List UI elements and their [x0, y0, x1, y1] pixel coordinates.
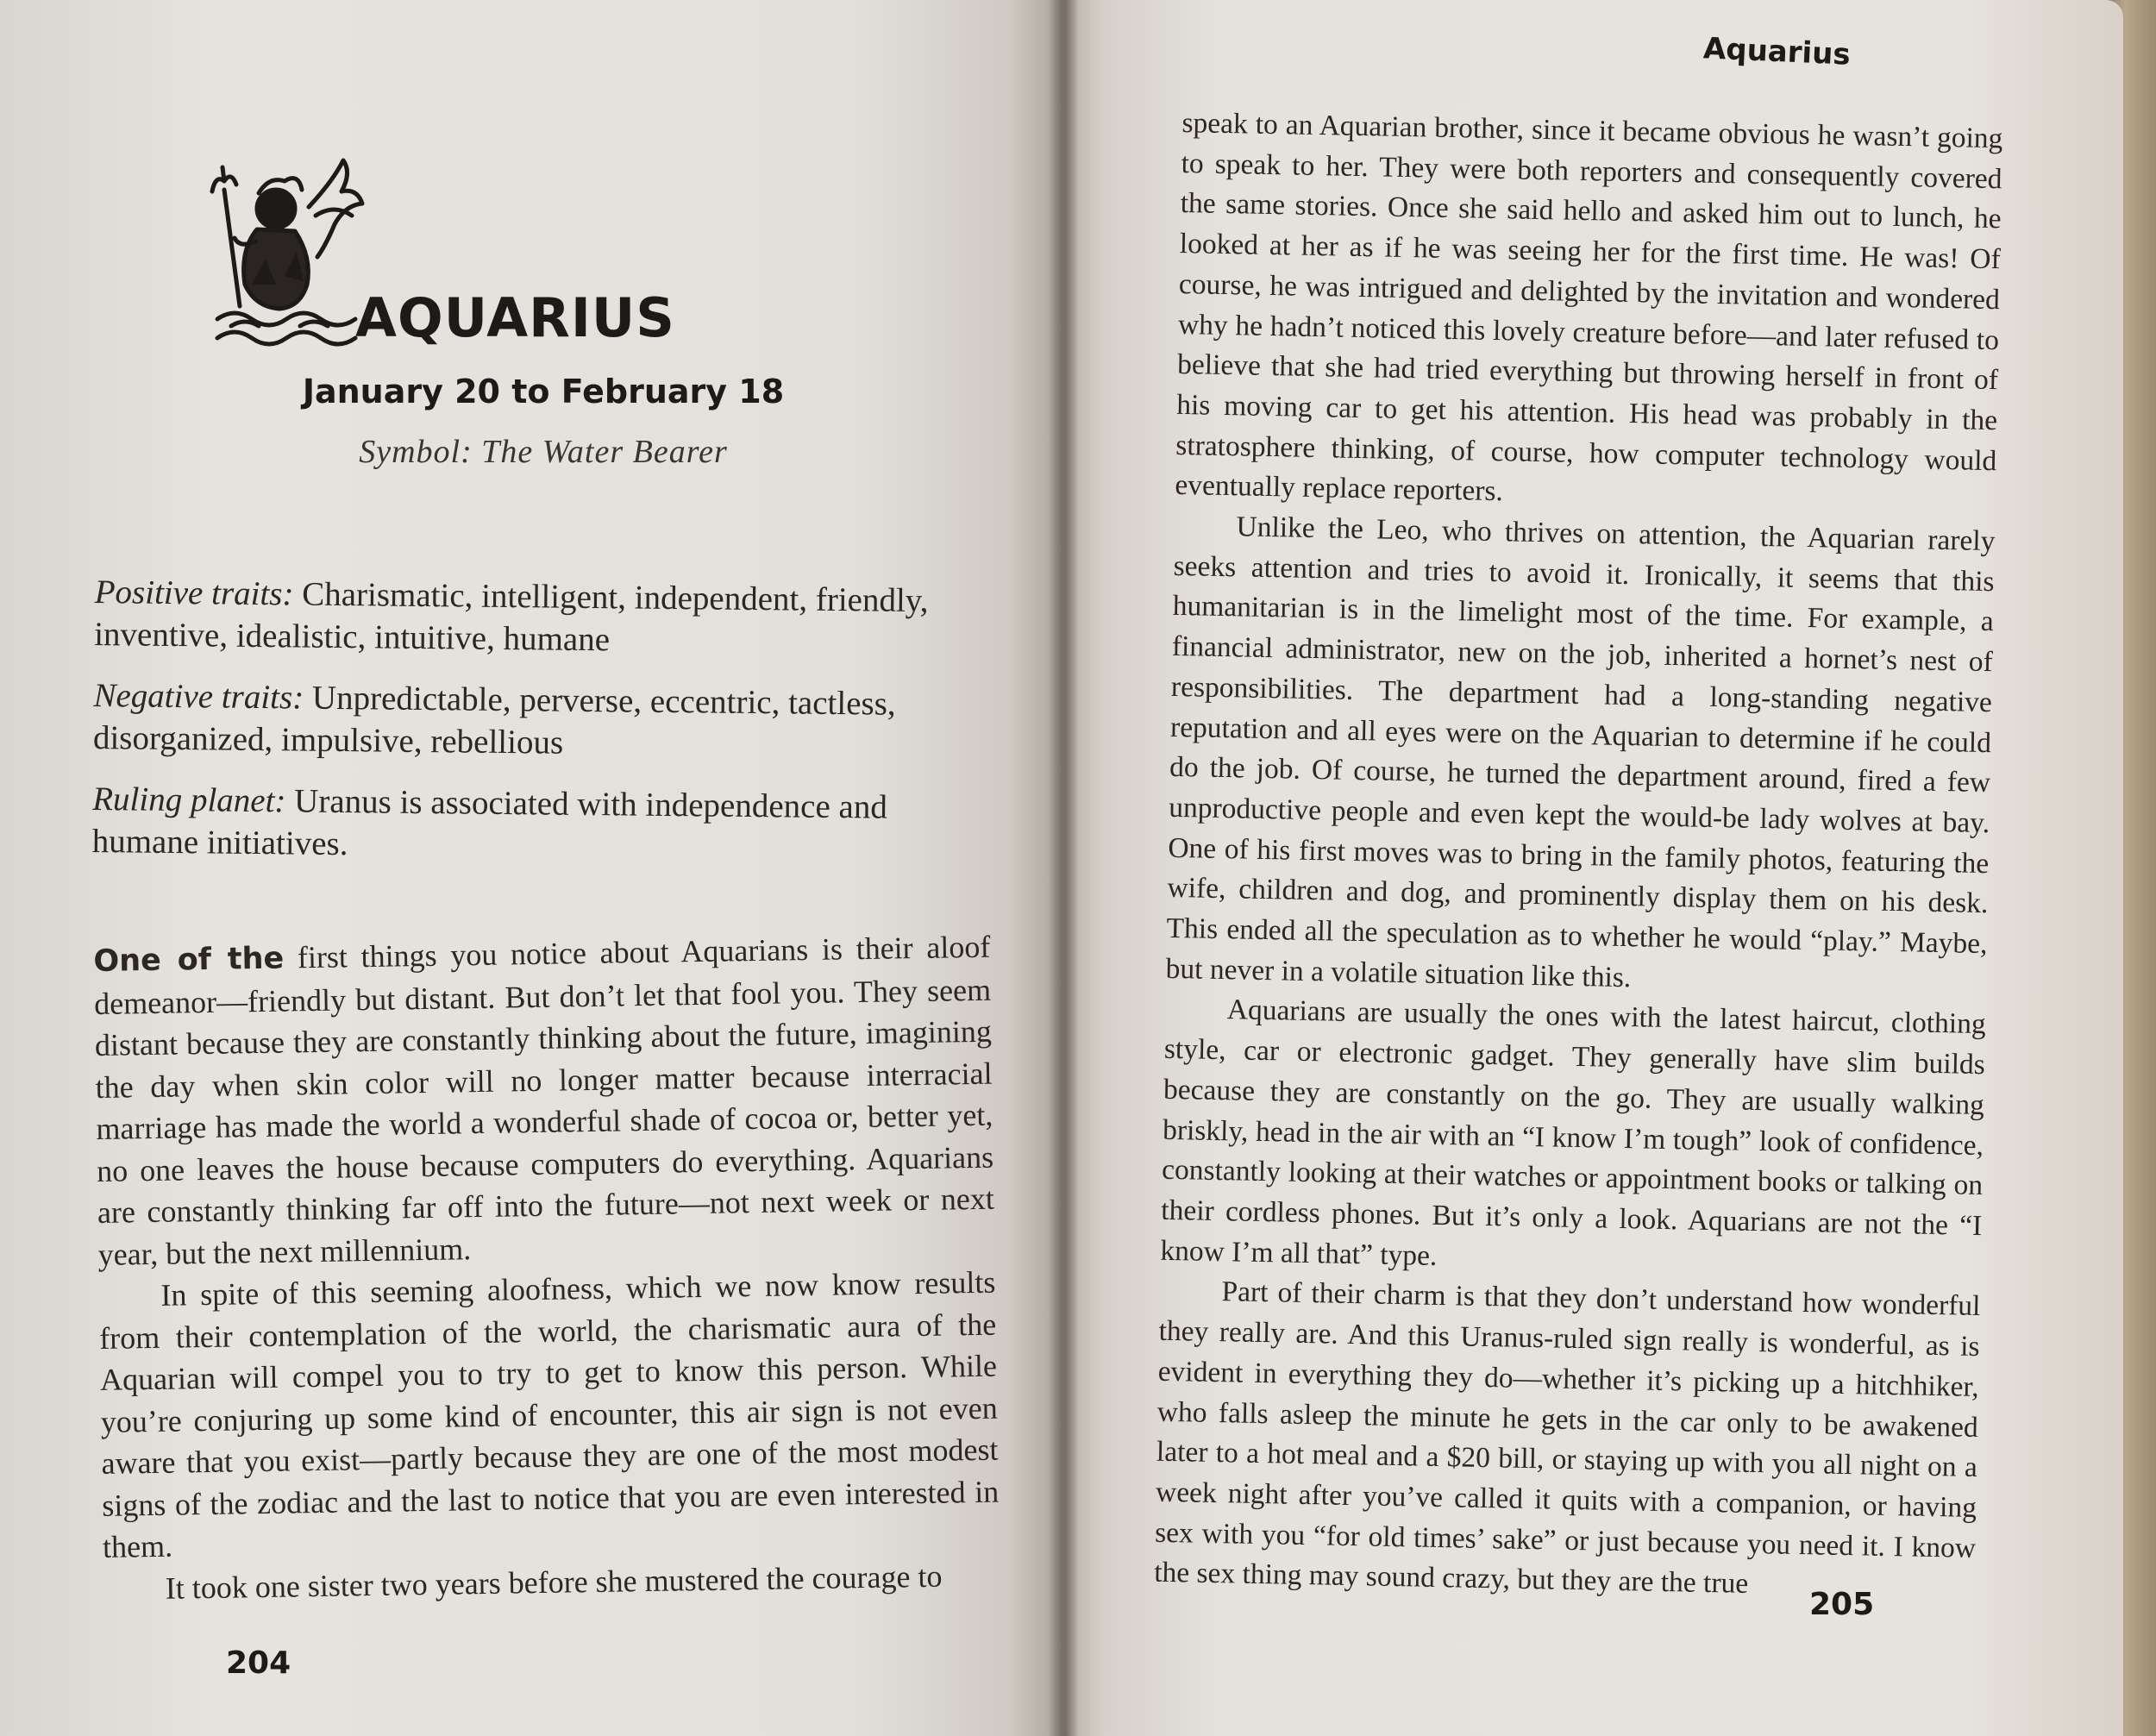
- paragraph: Unlike the Leo, who thrives on attention, the Aquarian rarely seeks attention and tries to avoid it. Ironically, it seems that this humanitarian is in the limelight most of the time. For example, a financial administrator, new on the job, inherited a hornet’s nest of responsibilities. The department had a long-standing negative reputation and all eyes were on the Aquarian to determine if he could do the job. Of course, he turned the department around, fired a few unproductive people and even kept the would-be lady wolves at bay. One of his first moves was to bring in the family photos, featuring the wife, children and dog, and prominently display them on his desk. This ended all the speculation as to whether he would “play.” Maybe, but never in a volatile situation like this.: [1165, 511, 1996, 993]
- paragraph-text: first things you notice about Aquarians is their aloof demeanor—friendly but distant. But don’t let that fool you. They seem distant because they are constantly thinking about the future, imagining the day when skin color will no longer matter because interracial marriage has made the world a wonderful shade of cocoa or, better yet, no one leaves the house because computers do everything. Aquarians are constantly thinking far off into the future—not next week or next year, but the next millennium.: [93, 929, 995, 1272]
- lead-in: One of the: [93, 941, 285, 979]
- traits-list: [91, 571, 985, 891]
- negative-traits: [93, 674, 984, 768]
- trait-label: Negative traits:: [93, 676, 304, 717]
- paragraph: In spite of this seeming aloofness, which we now know results from their contemplation of the world, the charismatic aura of the Aquarian will compel you to try to get to know this person. While you’re conjuring up some kind of encounter, this air sign is not even aware that you exist—partly because they are one of the most modest signs of the zodiac and the last to notice that you are even interested in them.: [98, 1264, 1000, 1564]
- water-bearer-icon: [205, 155, 369, 358]
- running-head: Aquarius: [1702, 31, 1852, 72]
- left-page: [0, 0, 1062, 1736]
- positive-traits: [94, 571, 985, 665]
- paragraph: [93, 926, 995, 1275]
- date-range: January 20 to February 18: [302, 373, 785, 410]
- ruling-planet: [91, 778, 982, 872]
- trait-label: Positive traits:: [94, 573, 294, 613]
- paragraph: Part of their charm is that they don’t understand how wonderful they really are. And this Uranus-ruled sign really is wonderful, as is evident in everything they do—whether it’s picking up a hitchhiker, who falls asleep the minute he gets in the car only to be awakened later to a hot meal and a $20 bill, or staying up with you all night on a week night after you’ve called it quits with a companion, or having sex with you “for old times’ sake” or just because you need it. I know the sex thing may sound crazy, but they are the true: [1153, 1275, 1981, 1601]
- paragraph: It took one sister two years before she mustered the courage to: [165, 1558, 943, 1606]
- sign-title: AQUARIUS: [355, 286, 675, 349]
- left-body-text: [93, 926, 1000, 1610]
- paragraph: speak to an Aquarian brother, since it became obvious he wasn’t going to speak to her. They were both reporters and consequently covered the same stories. Once she said hello and asked him out to lunch, he looked at her as if he was seeing her for the first time. He was! Of course, he was intrigued and delighted by the invitation and wondered why he hadn’t noticed this lovely creature before—and later refused to believe that she had tried everything but throwing herself in front of his moving car to get his attention. His head was probably in the stratosphere thinking, of course, how computer technology would eventually replace reporters.: [1175, 106, 2003, 508]
- page-number: 205: [1809, 1587, 1875, 1622]
- trait-label: Ruling planet:: [92, 780, 286, 820]
- right-body-text: [1154, 103, 2003, 1609]
- paragraph: Aquarians are usually the ones with the latest haircut, clothing style, car or electronic gadget. They generally have slim builds because they are constantly on the go. They are usually walking briskly, head in the air with an “I know I’m tough” look of confidence, constantly looking at their watches or appointment books or talking on their cordless phones. But it’s only a look. Aquarians are not the “I know I’m all that” type.: [1160, 993, 1987, 1272]
- page-number: 204: [226, 1645, 291, 1681]
- sign-symbol: Symbol: The Water Bearer: [359, 434, 728, 470]
- book-gutter: [1048, 0, 1079, 1736]
- trait-text: Unpredictable, perverse, eccentric, tactless, disorganized, impulsive, rebellious: [92, 679, 896, 761]
- trait-text: Uranus is associated with independence and humane initiatives.: [91, 782, 888, 863]
- trait-text: Charismatic, intelligent, independent, friendly, inventive, idealistic, intuitive, humane: [94, 575, 929, 659]
